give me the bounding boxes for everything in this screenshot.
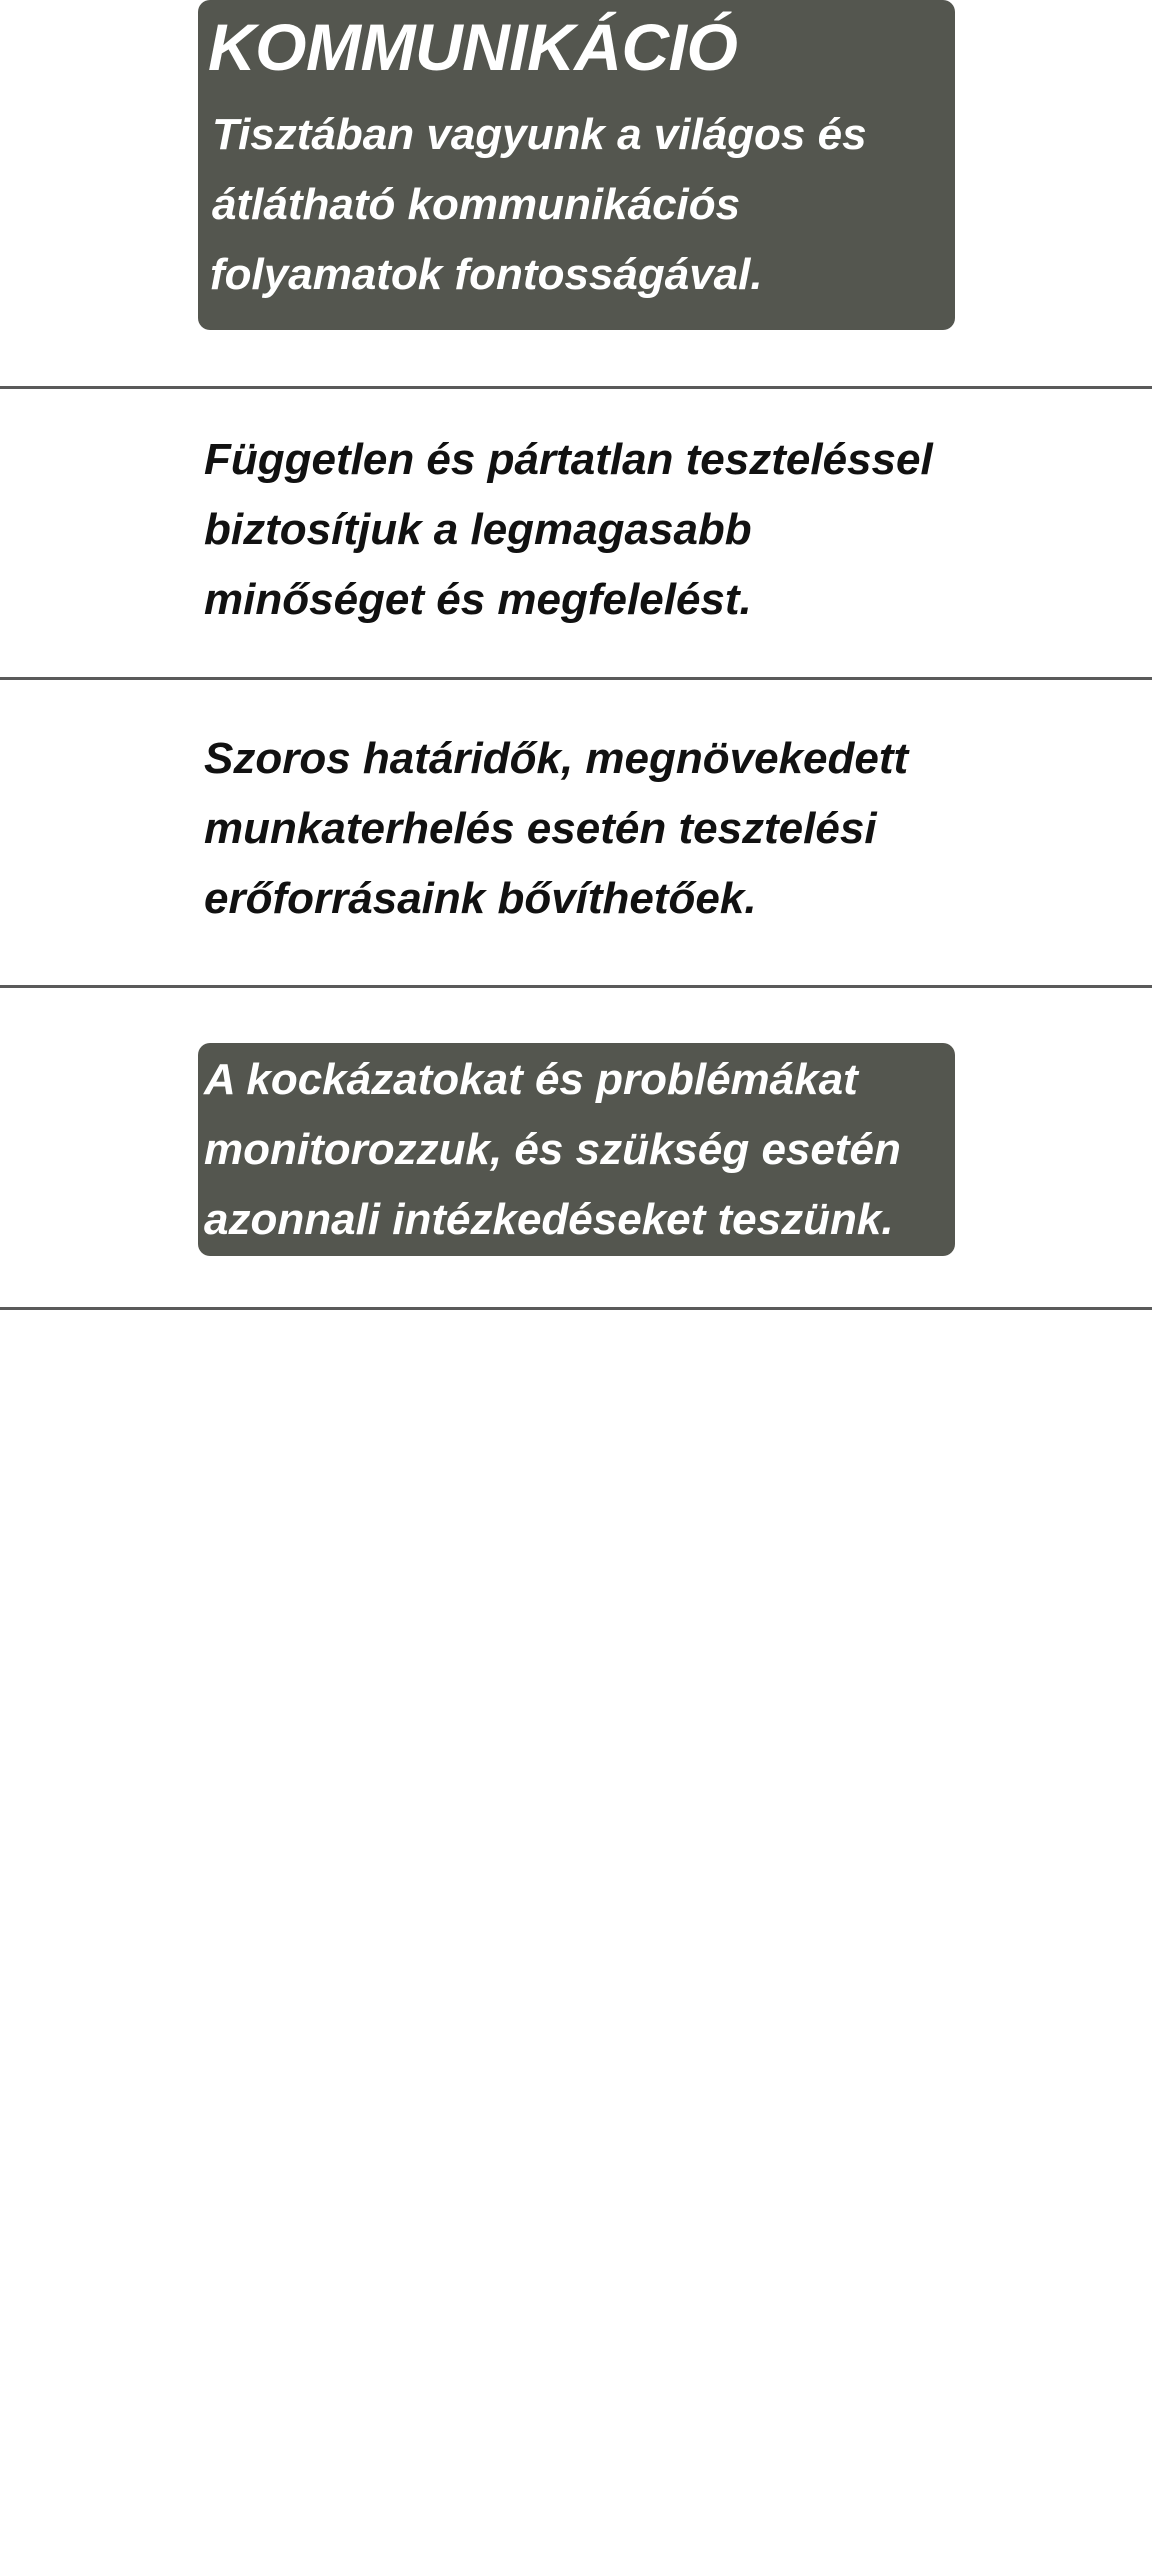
communication-card[interactable]: [198, 0, 955, 330]
communication-text-line-2: átlátható kommunikációs: [212, 180, 741, 229]
section-divider-1: [0, 386, 1152, 389]
independent-testing-line-1: Független és pártatlan teszteléssel: [204, 435, 933, 484]
communication-text-line-1: Tisztában vagyunk a világos és: [212, 110, 867, 159]
risk-monitoring-line-2: monitorozzuk, és szükség esetén: [204, 1125, 901, 1174]
section-divider-3: [0, 985, 1152, 988]
section-divider-4: [0, 1307, 1152, 1310]
independent-testing-line-3: minőséget és megfelelést.: [204, 575, 752, 624]
scalable-resources-line-1: Szoros határidők, megnövekedett: [204, 734, 909, 783]
independent-testing-line-2: biztosítjuk a legmagasabb: [204, 505, 752, 554]
communication-text-line-3: folyamatok fontosságával.: [210, 250, 763, 299]
communication-title: KOMMUNIKÁCIÓ: [208, 10, 738, 84]
risk-monitoring-line-3: azonnali intézkedéseket teszünk.: [204, 1195, 894, 1244]
risk-monitoring-line-1: A kockázatokat és problémákat: [204, 1055, 858, 1104]
section-divider-2: [0, 677, 1152, 680]
scalable-resources-block: [204, 724, 984, 934]
scalable-resources-line-3: erőforrásaink bővíthetőek.: [204, 874, 757, 923]
risk-monitoring-card[interactable]: [198, 1043, 955, 1256]
scalable-resources-line-2: munkaterhelés esetén tesztelési: [204, 804, 877, 853]
independent-testing-block: [204, 425, 984, 635]
